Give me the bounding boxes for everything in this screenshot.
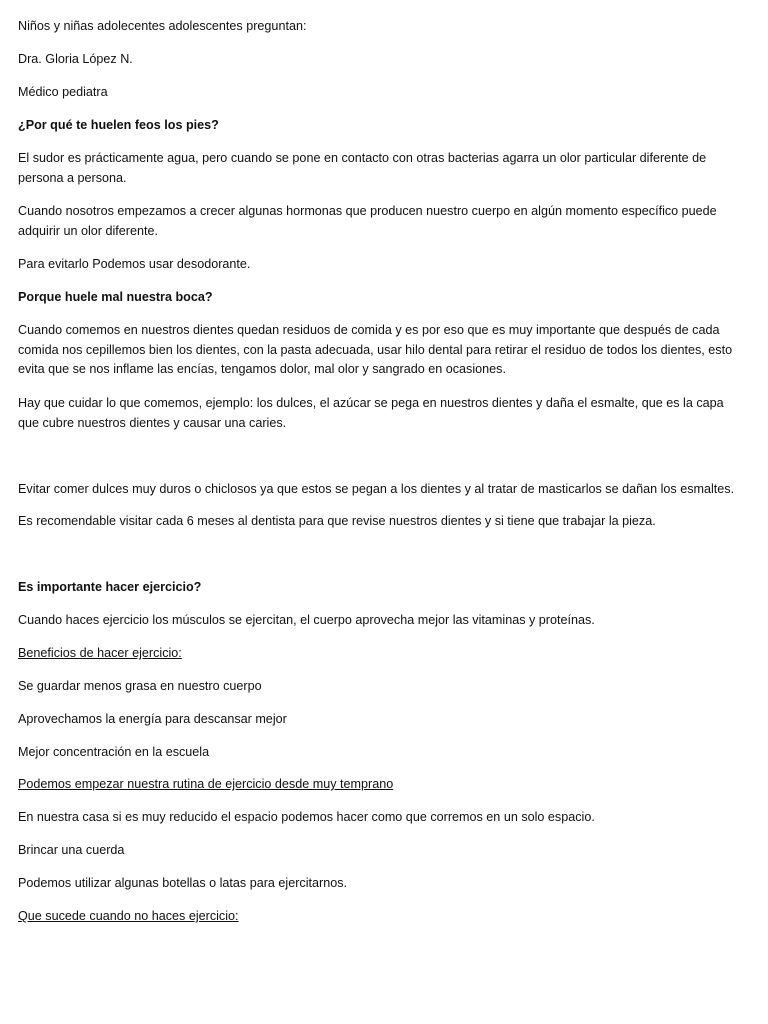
paragraph-home-space: En nuestra casa si es muy reducido el espacio podemos hacer como que corremos en un solo espacio. [18,810,595,824]
intro-line: Niños y niñas adolecentes adolescentes preguntan: [18,19,307,33]
paragraph-brushing: Cuando comemos en nuestros dientes quedan residuos de comida y es por eso que es muy importante que después de cada comida nos cepillemos bien los dientes, con la pasta adecuada, usar hilo dental para retirar el residuo de todos los dientes, esto evita que se nos inflame las encías, tengamos dolor, mal olor y sangrado en ocasiones. [18,323,733,376]
author-name: Dra. Gloria López N. [18,52,133,66]
paragraph-hormones: Cuando nosotros empezamos a crecer algunas hormonas que producen nuestro cuerpo en algún momento específico puede adquirir un olor diferente. [18,204,717,238]
heading-feet: ¿Por qué te huelen feos los pies? [18,118,219,132]
benefit-concentration: Mejor concentración en la escuela [18,745,210,759]
paragraph-muscles: Cuando haces ejercicio los músculos se ejercitan, el cuerpo aprovecha mejor las vitaminas y proteínas. [18,613,595,627]
subheading-routine: Podemos empezar nuestra rutina de ejercicio desde muy temprano [18,777,394,791]
author-title: Médico pediatra [18,85,108,99]
paragraph-jump-rope: Brincar una cuerda [18,843,125,857]
paragraph-bottles: Podemos utilizar algunas botellas o latas para ejercitarnos. [18,876,348,890]
benefit-fat: Se guardar menos grasa en nuestro cuerpo [18,679,262,693]
heading-mouth: Porque huele mal nuestra boca? [18,290,213,304]
subheading-no-exercise: Que sucede cuando no haces ejercicio: [18,909,239,923]
paragraph-deodorant: Para evitarlo Podemos usar desodorante. [18,257,251,271]
paragraph-sweat: El sudor es prácticamente agua, pero cuando se pone en contacto con otras bacterias agarra un olor particular diferente de persona a persona. [18,151,707,185]
paragraph-sugar: Hay que cuidar lo que comemos, ejemplo: los dulces, el azúcar se pega en nuestros dientes y daña el esmalte, que es la capa que cubre nuestros dientes y causar una caries. [18,396,724,430]
benefit-rest: Aprovechamos la energía para descansar mejor [18,712,287,726]
subheading-benefits: Beneficios de hacer ejercicio: [18,646,182,660]
paragraph-candies: Evitar comer dulces muy duros o chiclosos ya que estos se pegan a los dientes y al tratar de masticarlos se dañan los esmaltes. [18,482,735,496]
heading-exercise: Es importante hacer ejercicio? [18,580,202,594]
paragraph-dentist: Es recomendable visitar cada 6 meses al dentista para que revise nuestros dientes y si tiene que trabajar la pieza. [18,514,656,528]
